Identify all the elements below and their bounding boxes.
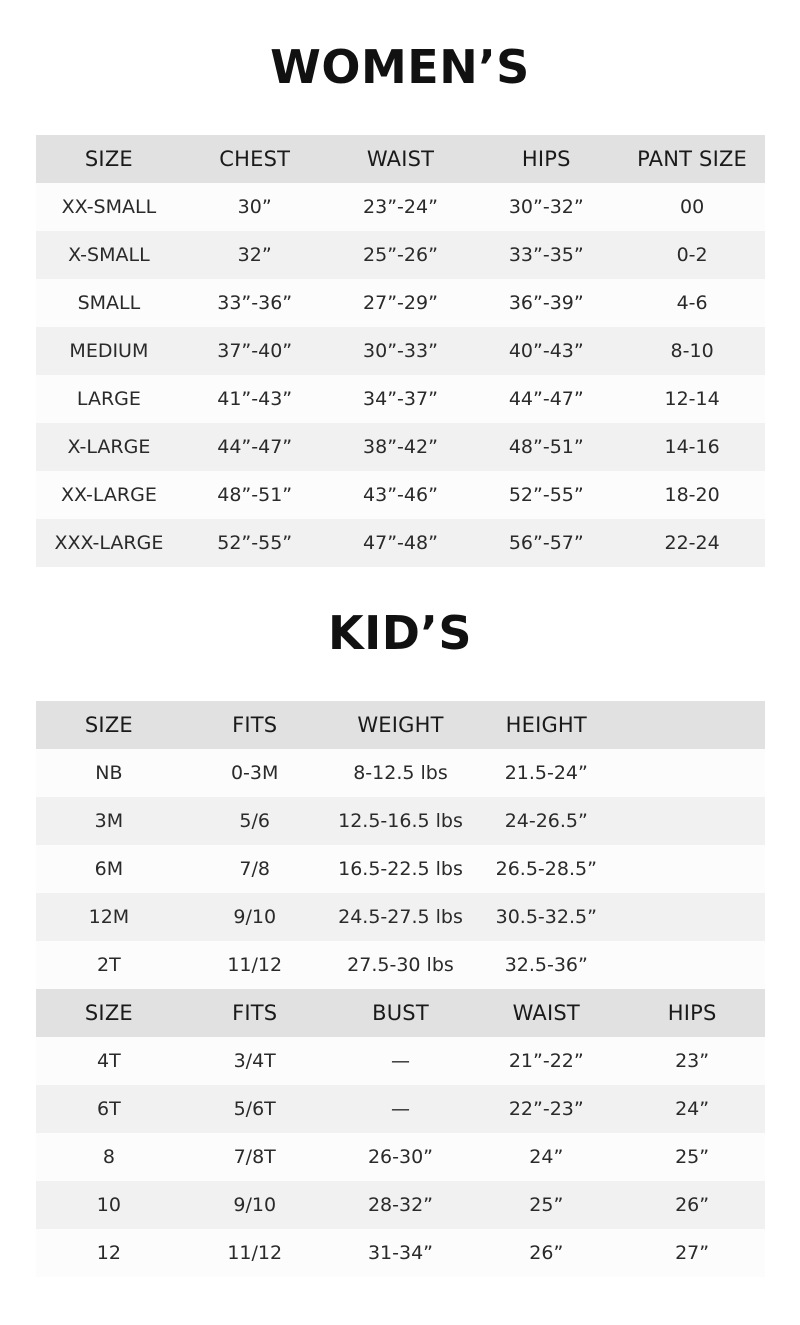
- table-row: [36, 1037, 765, 1085]
- table-cell: 12M: [36, 893, 182, 941]
- table-cell: XX-LARGE: [36, 471, 182, 519]
- table-cell: NB: [36, 749, 182, 797]
- column-header: [619, 701, 765, 749]
- table-cell: [619, 749, 765, 797]
- table-cell: 9/10: [182, 1181, 328, 1229]
- table-row: [36, 231, 765, 279]
- table-cell: 21.5-24”: [473, 749, 619, 797]
- table-cell: —: [328, 1037, 474, 1085]
- table-cell: 22”-23”: [473, 1085, 619, 1133]
- column-header: SIZE: [36, 135, 182, 183]
- table-cell: 32”: [182, 231, 328, 279]
- table-cell: [619, 797, 765, 845]
- table-cell: 56”-57”: [473, 519, 619, 567]
- table-row: [36, 749, 765, 797]
- table-cell: 44”-47”: [473, 375, 619, 423]
- table-cell: 48”-51”: [182, 471, 328, 519]
- table-cell: XX-SMALL: [36, 183, 182, 231]
- table-row: [36, 1181, 765, 1229]
- table-cell: 4-6: [619, 279, 765, 327]
- table-row: [36, 375, 765, 423]
- column-header: WAIST: [473, 989, 619, 1037]
- table-row: [36, 1133, 765, 1181]
- table-cell: 31-34”: [328, 1229, 474, 1277]
- table-cell: 36”-39”: [473, 279, 619, 327]
- table-cell: —: [328, 1085, 474, 1133]
- table-row: [36, 519, 765, 567]
- column-header: BUST: [328, 989, 474, 1037]
- table-cell: 24”: [619, 1085, 765, 1133]
- table-cell: 25”: [473, 1181, 619, 1229]
- table-cell: 0-2: [619, 231, 765, 279]
- table-row: [36, 423, 765, 471]
- table-cell: 8: [36, 1133, 182, 1181]
- table-cell: 30”-33”: [328, 327, 474, 375]
- table-cell: 44”-47”: [182, 423, 328, 471]
- column-header: PANT SIZE: [619, 135, 765, 183]
- table-cell: 47”-48”: [328, 519, 474, 567]
- table-cell: 34”-37”: [328, 375, 474, 423]
- table-cell: MEDIUM: [36, 327, 182, 375]
- table-cell: 52”-55”: [182, 519, 328, 567]
- table-cell: [619, 893, 765, 941]
- kids-size-table: [36, 701, 765, 1277]
- table-cell: 11/12: [182, 1229, 328, 1277]
- table-cell: 10: [36, 1181, 182, 1229]
- table-cell: 33”-36”: [182, 279, 328, 327]
- table-cell: 30”: [182, 183, 328, 231]
- column-header: SIZE: [36, 701, 182, 749]
- table-cell: 23”-24”: [328, 183, 474, 231]
- table-row: [36, 279, 765, 327]
- table-cell: 30.5-32.5”: [473, 893, 619, 941]
- womens-size-table: [36, 135, 765, 567]
- table-cell: 21”-22”: [473, 1037, 619, 1085]
- table-cell: 7/8: [182, 845, 328, 893]
- table-row: [36, 893, 765, 941]
- table-cell: 18-20: [619, 471, 765, 519]
- table-cell: 48”-51”: [473, 423, 619, 471]
- table-cell: 24”: [473, 1133, 619, 1181]
- table-cell: 9/10: [182, 893, 328, 941]
- table-row: [36, 845, 765, 893]
- table-cell: 38”-42”: [328, 423, 474, 471]
- table-cell: 7/8T: [182, 1133, 328, 1181]
- table-cell: 24-26.5”: [473, 797, 619, 845]
- header-row-baby: [36, 701, 765, 749]
- table-cell: 26-30”: [328, 1133, 474, 1181]
- table-row: [36, 1229, 765, 1277]
- column-header: CHEST: [182, 135, 328, 183]
- table-cell: 30”-32”: [473, 183, 619, 231]
- table-cell: 27”-29”: [328, 279, 474, 327]
- table-cell: 26.5-28.5”: [473, 845, 619, 893]
- table-cell: 25”: [619, 1133, 765, 1181]
- table-cell: 5/6: [182, 797, 328, 845]
- table-cell: X-LARGE: [36, 423, 182, 471]
- table-cell: 52”-55”: [473, 471, 619, 519]
- table-cell: 3M: [36, 797, 182, 845]
- table-cell: 32.5-36”: [473, 941, 619, 989]
- table-cell: 00: [619, 183, 765, 231]
- table-cell: 6M: [36, 845, 182, 893]
- table-cell: 6T: [36, 1085, 182, 1133]
- table-cell: 2T: [36, 941, 182, 989]
- table-cell: 26”: [619, 1181, 765, 1229]
- kids-title: KID’S: [327, 606, 473, 660]
- table-cell: 8-10: [619, 327, 765, 375]
- table-cell: 12.5-16.5 lbs: [328, 797, 474, 845]
- womens-title: WOMEN’S: [270, 40, 530, 94]
- column-header: FITS: [182, 989, 328, 1037]
- table-cell: 43”-46”: [328, 471, 474, 519]
- table-cell: 40”-43”: [473, 327, 619, 375]
- column-header: HIPS: [473, 135, 619, 183]
- table-cell: 28-32”: [328, 1181, 474, 1229]
- table-cell: 22-24: [619, 519, 765, 567]
- table-cell: 12-14: [619, 375, 765, 423]
- table-cell: [619, 845, 765, 893]
- table-cell: 33”-35”: [473, 231, 619, 279]
- table-cell: 3/4T: [182, 1037, 328, 1085]
- table-row: [36, 471, 765, 519]
- column-header: WEIGHT: [328, 701, 474, 749]
- table-cell: 0-3M: [182, 749, 328, 797]
- header-row: [36, 135, 765, 183]
- table-cell: 5/6T: [182, 1085, 328, 1133]
- table-cell: 26”: [473, 1229, 619, 1277]
- table-row: [36, 797, 765, 845]
- table-row: [36, 941, 765, 989]
- table-cell: 23”: [619, 1037, 765, 1085]
- table-cell: SMALL: [36, 279, 182, 327]
- table-cell: X-SMALL: [36, 231, 182, 279]
- table-cell: 12: [36, 1229, 182, 1277]
- column-header: HIPS: [619, 989, 765, 1037]
- table-cell: 27.5-30 lbs: [328, 941, 474, 989]
- table-cell: 24.5-27.5 lbs: [328, 893, 474, 941]
- table-row: [36, 1085, 765, 1133]
- table-cell: 14-16: [619, 423, 765, 471]
- column-header: HEIGHT: [473, 701, 619, 749]
- table-cell: 41”-43”: [182, 375, 328, 423]
- table-cell: 4T: [36, 1037, 182, 1085]
- table-row: [36, 183, 765, 231]
- table-cell: 11/12: [182, 941, 328, 989]
- table-row: [36, 327, 765, 375]
- table-cell: 27”: [619, 1229, 765, 1277]
- column-header: SIZE: [36, 989, 182, 1037]
- table-cell: 8-12.5 lbs: [328, 749, 474, 797]
- column-header: WAIST: [328, 135, 474, 183]
- table-cell: LARGE: [36, 375, 182, 423]
- table-cell: 16.5-22.5 lbs: [328, 845, 474, 893]
- column-header: FITS: [182, 701, 328, 749]
- table-cell: [619, 941, 765, 989]
- header-row-child: [36, 989, 765, 1037]
- table-cell: 25”-26”: [328, 231, 474, 279]
- table-cell: 37”-40”: [182, 327, 328, 375]
- table-cell: XXX-LARGE: [36, 519, 182, 567]
